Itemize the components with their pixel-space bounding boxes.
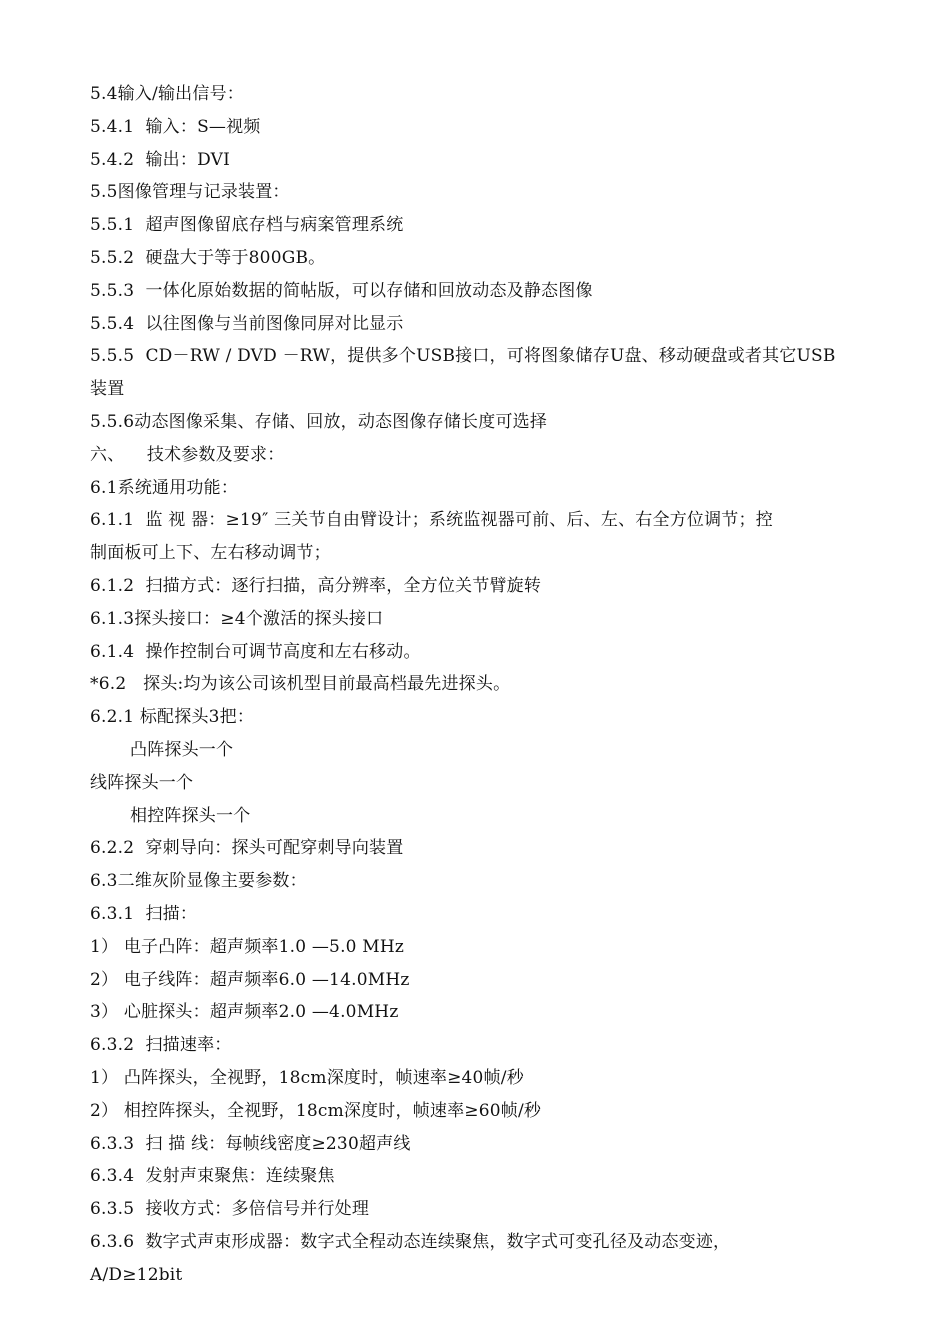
text-line-6-2-2: 6.2.2 穿刺导向：探头可配穿刺导向装置 — [90, 838, 404, 859]
text-line-6-1: 6.1系统通用功能： — [90, 477, 239, 498]
text-line-6-3-5: 6.3.5 接收方式：多倍信号并行处理 — [90, 1199, 370, 1220]
text-line-5-5-5-cont: 装置 — [90, 379, 125, 400]
text-line-5-4-1: 5.4.1 输入：S—视频 — [90, 116, 261, 137]
text-line-6-2-1: 6.2.1 标配探头3把： — [90, 707, 255, 728]
text-line-6-1-3: 6.1.3探头接口：≥4个激活的探头接口 — [90, 608, 384, 629]
text-line-5-5-3: 5.5.3 一体化原始数据的简帖版，可以存储和回放动态及静态图像 — [90, 280, 593, 301]
text-line-6-3-1: 6.3.1 扫描： — [90, 903, 198, 924]
text-line-5-5-6: 5.5.6动态图像采集、存储、回放，动态图像存储长度可选择 — [90, 411, 548, 432]
text-line-6-3-3: 6.3.3 扫 描 线：每帧线密度≥230超声线 — [90, 1133, 411, 1154]
document-page — [90, 78, 890, 1291]
list-item-2-frame-rate: 2） 相控阵探头，全视野，18cm深度时，帧速率≥60帧/秒 — [90, 1100, 542, 1121]
text-line-5-4-2: 5.4.2 输出：DVI — [90, 149, 230, 170]
text-line-6-1-1-cont: 制面板可上下、左右移动调节； — [90, 543, 331, 564]
text-line-5-5-2: 5.5.2 硬盘大于等于800GB。 — [90, 247, 326, 268]
list-item-linear-probe: 线阵探头一个 — [90, 772, 194, 793]
section-heading-6: 六、 技术参数及要求： — [90, 444, 285, 465]
list-item-convex-probe: 凸阵探头一个 — [130, 739, 234, 760]
text-line-6-3-6-cont: A/D≥12bit — [90, 1264, 183, 1285]
list-item-1-frame-rate: 1） 凸阵探头，全视野，18cm深度时，帧速率≥40帧/秒 — [90, 1067, 524, 1088]
text-line-5-5: 5.5图像管理与记录装置： — [90, 182, 290, 203]
list-item-2-linear: 2） 电子线阵：超声频率6.0 —14.0MHz — [90, 969, 410, 990]
text-line-6-3-2: 6.3.2 扫描速率： — [90, 1035, 232, 1056]
text-line-5-5-4: 5.5.4 以往图像与当前图像同屏对比显示 — [90, 313, 404, 334]
text-line-6-3: 6.3二维灰阶显像主要参数： — [90, 871, 307, 892]
text-line-6-1-2: 6.1.2 扫描方式：逐行扫描，高分辨率，全方位关节臂旋转 — [90, 575, 542, 596]
list-item-3-cardiac: 3） 心脏探头：超声频率2.0 —4.0MHz — [90, 1002, 399, 1023]
text-line-5-5-1: 5.5.1 超声图像留底存档与病案管理系统 — [90, 215, 404, 236]
text-line-6-3-4: 6.3.4 发射声束聚焦：连续聚焦 — [90, 1166, 335, 1187]
text-line-6-1-4: 6.1.4 操作控制台可调节高度和左右移动。 — [90, 641, 421, 662]
text-line-5-4: 5.4输入/输出信号： — [90, 84, 244, 104]
text-line-5-5-5: 5.5.5 CD－RW / DVD －RW，提供多个USB接口，可将图象储存U盘、移动硬盘或者其它USB — [90, 346, 836, 367]
list-item-1-convex: 1） 电子凸阵：超声频率1.0 —5.0 MHz — [90, 936, 405, 957]
text-line-6-2: *6.2 探头:均为该公司该机型目前最高档最先进探头。 — [90, 674, 511, 695]
list-item-phased-probe: 相控阵探头一个 — [130, 805, 251, 826]
text-line-6-1-1: 6.1.1 监 视 器：≥19″ 三关节自由臂设计；系统监视器可前、后、左、右全方位调节；控 — [90, 510, 773, 531]
text-line-6-3-6: 6.3.6 数字式声束形成器：数字式全程动态连续聚焦，数字式可变孔径及动态变迹， — [90, 1231, 731, 1252]
